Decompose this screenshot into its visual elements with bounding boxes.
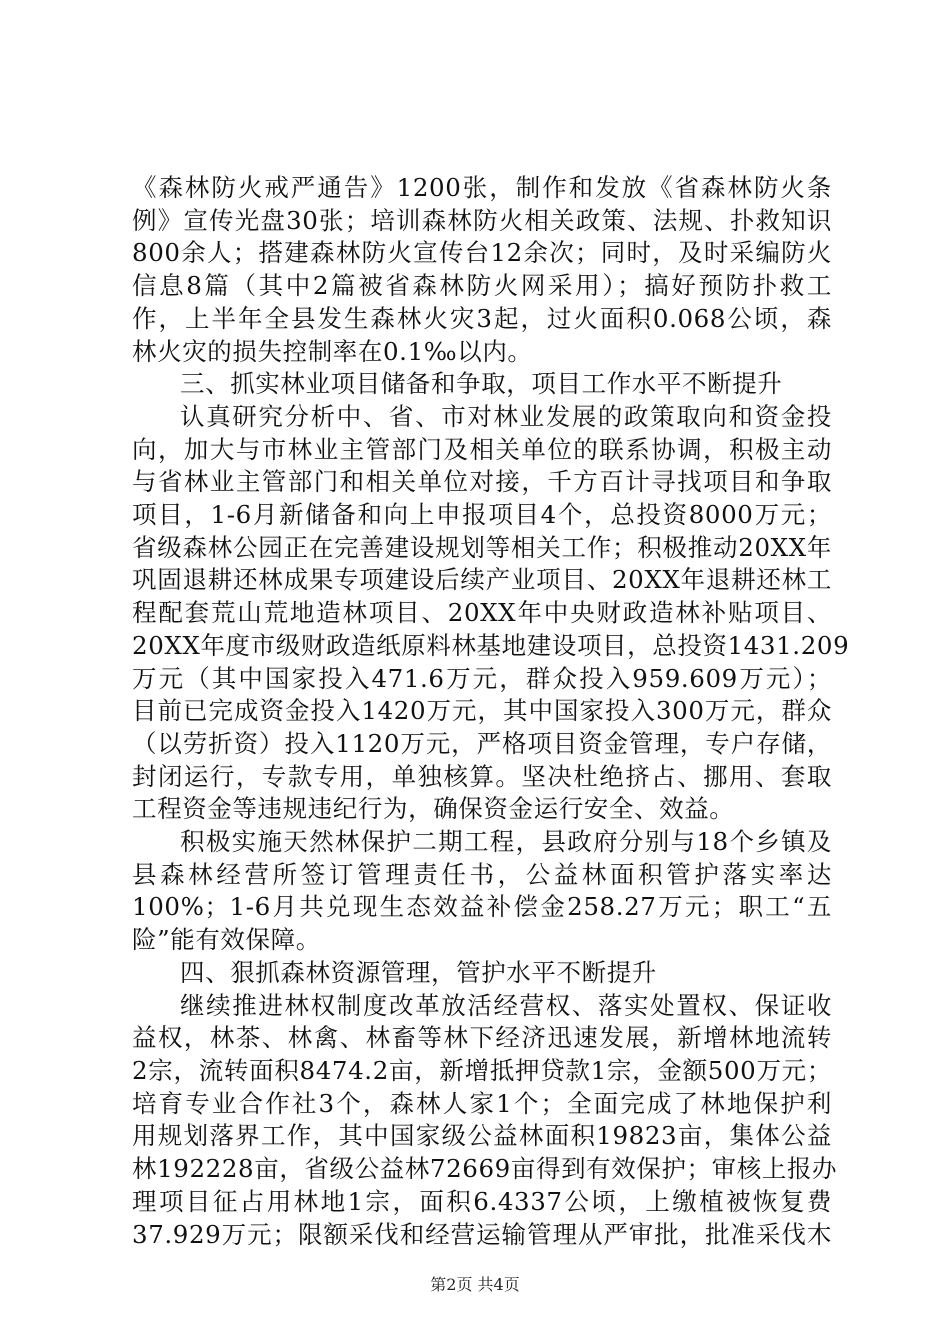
text-line: 800余人；搭建森林防火宣传台12余次；同时，及时采编防火	[132, 238, 832, 268]
text-line: 例》宣传光盘30张；培训森林防火相关政策、法规、扑救知识	[132, 205, 832, 235]
heading-text: 三、抓实林业项目储备和争取，项目工作水平不断提升	[180, 369, 783, 399]
text-line: 项目，1-6月新储备和向上申报项目4个，总投资8000万元；	[132, 500, 832, 530]
text-line: 积极实施天然林保护二期工程，县政府分别与18个乡镇及	[180, 827, 832, 857]
text-line: 100%；1-6月共兑现生态效益补偿金258.27万元；职工“五	[132, 892, 832, 922]
text-line: 继续推进林权制度改革放活经营权、落实处置权、保证收	[180, 990, 832, 1020]
text-line: 万元（其中国家投入471.6万元，群众投入959.609万元）；	[132, 663, 832, 693]
text-line: 认真研究分析中、省、市对林业发展的政策取向和资金投	[180, 401, 832, 431]
text-line: 培育专业合作社3个，森林人家1个；全面完成了林地保护利	[132, 1088, 832, 1118]
text-line: （以劳折资）投入1120万元，严格项目资金管理，专户存储，	[132, 728, 832, 758]
text-line: 险”能有效保障。	[132, 925, 321, 955]
document-body	[132, 172, 850, 1251]
text-line: 工程资金等违规违纪行为，确保资金运行安全、效益。	[132, 794, 735, 824]
section-heading	[132, 368, 832, 401]
text-line: 20XX年度市级财政造纸原料林基地建设项目，总投资1431.209	[132, 630, 850, 660]
text-line: 《森林防火戒严通告》1200张，制作和发放《省森林防火条	[132, 173, 832, 202]
text-line: 林火灾的损失控制率在0.1‰以内。	[132, 336, 533, 366]
text-line: 理项目征占用林地1宗，面积6.4337公顷，上缴植被恢复费	[132, 1186, 832, 1216]
page-number-footer: 第2页 共4页	[430, 1275, 520, 1294]
text-line: 2宗，流转面积8474.2亩，新增抵押贷款1宗，金额500万元；	[132, 1055, 832, 1085]
text-line: 用规划落界工作，其中国家级公益林面积19823亩，集体公益	[132, 1121, 832, 1151]
paragraph	[132, 172, 832, 368]
paragraph	[132, 401, 850, 826]
text-line: 封闭运行，专款专用，单独核算。坚决杜绝挤占、挪用、套取	[132, 761, 832, 791]
heading-text: 四、狠抓森林资源管理，管护水平不断提升	[180, 957, 657, 987]
text-line: 程配套荒山荒地造林项目、20XX年中央财政造林补贴项目、	[132, 598, 832, 628]
paragraph	[132, 826, 832, 957]
text-line: 目前已完成资金投入1420万元，其中国家投入300万元，群众	[132, 696, 832, 726]
paragraph	[132, 990, 838, 1252]
text-line: 向，加大与市林业主管部门及相关单位的联系协调，积极主动	[132, 434, 832, 464]
text-line: 林192228亩，省级公益林72669亩得到有效保护；审核上报办	[132, 1154, 838, 1184]
text-line: 县森林经营所签订管理责任书，公益林面积管护落实率达	[132, 859, 832, 889]
text-line: 省级森林公园正在完善建设规划等相关工作；积极推动20XX年	[132, 532, 832, 562]
text-line: 信息8篇（其中2篇被省森林防火网采用）；搞好预防扑救工	[132, 271, 832, 301]
text-line: 37.929万元；限额采伐和经营运输管理从严审批，批准采伐木	[132, 1219, 832, 1249]
section-heading	[132, 957, 832, 990]
text-line: 作，上半年全县发生森林火灾3起，过火面积0.068公顷，森	[132, 303, 832, 333]
text-line: 巩固退耕还林成果专项建设后续产业项目、20XX年退耕还林工	[132, 565, 832, 595]
text-line: 与省林业主管部门和相关单位对接，千方百计寻找项目和争取	[132, 467, 832, 497]
text-line: 益权，林茶、林禽、林畜等林下经济迅速发展，新增林地流转	[132, 1023, 832, 1053]
